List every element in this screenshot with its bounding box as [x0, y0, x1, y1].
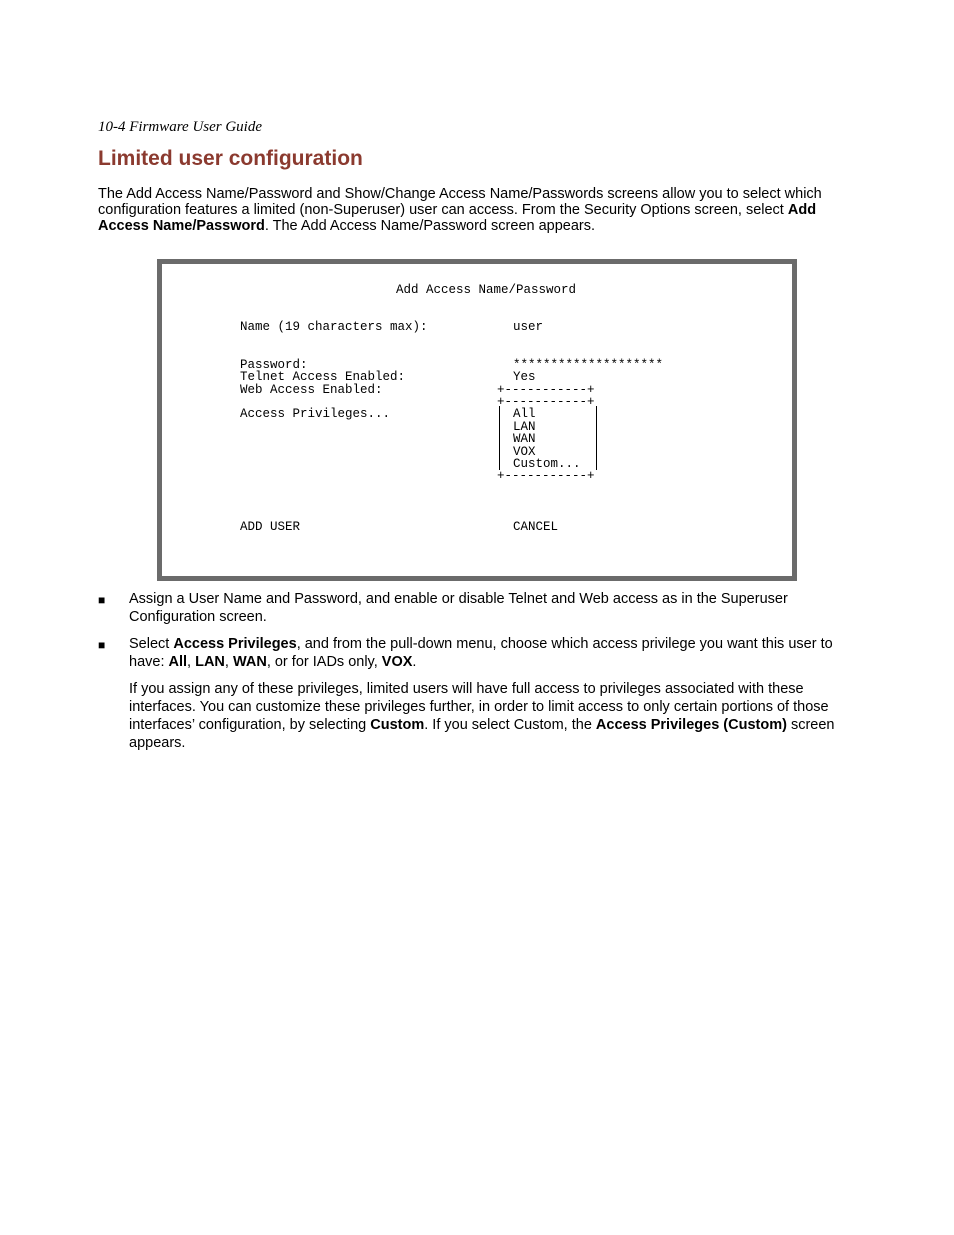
list-item	[98, 635, 858, 671]
intro-text: The Add Access Name/Password and Show/Change Access Name/Passwords screens allow you to select which configuration features a limited (non-Superuser) user can access. From the Security Options screen, select	[98, 186, 822, 218]
password-field[interactable]: ********************	[513, 358, 664, 372]
menu-border-top: +-----------+	[497, 383, 595, 397]
bold-term: All	[168, 654, 188, 670]
bold-term: Access Privileges (Custom)	[595, 717, 787, 733]
intro-bold: Add Access Name/Password	[98, 202, 817, 234]
bullet-text: , and from the pull-down menu, choose which access privilege you want this user to have:	[129, 636, 833, 670]
web-label: Web Access Enabled:	[240, 383, 383, 397]
bullet-text: .	[412, 654, 417, 670]
menu-border-mid: +-----------+	[497, 395, 595, 409]
menu-item-custom[interactable]: Custom...	[513, 457, 581, 471]
intro-text-end: . The Add Access Name/Password screen appears.	[264, 218, 596, 234]
bullet-icon: ■	[98, 638, 106, 652]
menu-item-wan[interactable]: WAN	[513, 432, 536, 446]
section-title: Limited user configuration	[98, 147, 363, 170]
name-label: Name (19 characters max):	[240, 320, 428, 334]
menu-item-lan[interactable]: LAN	[513, 420, 536, 434]
bold-term: Custom	[370, 717, 425, 733]
page-header: 10-4 Firmware User Guide	[98, 119, 263, 135]
bullet-text: Assign a User Name and Password, and enable or disable Telnet and Web access as in the Superuser Configuration screen.	[129, 591, 788, 625]
menu-item-vox[interactable]: VOX	[513, 445, 536, 459]
instructions-list	[98, 590, 858, 752]
bold-term: WAN	[232, 654, 267, 670]
bold-term: LAN	[195, 654, 225, 670]
para-text: screen appears.	[129, 717, 835, 751]
bullet-text: ,	[187, 654, 196, 670]
terminal-screen	[157, 259, 797, 581]
bold-term: VOX	[381, 654, 413, 670]
add-user-button[interactable]: ADD USER	[240, 520, 301, 534]
para-text: . If you select Custom, the	[424, 717, 596, 733]
menu-border-bottom: +-----------+	[497, 469, 595, 483]
intro-paragraph	[98, 186, 838, 234]
explanation-paragraph	[98, 680, 858, 752]
bullet-icon: ■	[98, 593, 106, 607]
bold-term: Access Privileges	[173, 636, 297, 652]
telnet-label: Telnet Access Enabled:	[240, 370, 406, 384]
bullet-text: ,	[224, 654, 233, 670]
privileges-label[interactable]: Access Privileges...	[240, 407, 391, 421]
name-field[interactable]: user	[513, 320, 544, 334]
bullet-text: Select	[129, 636, 174, 652]
cancel-button[interactable]: CANCEL	[513, 520, 559, 534]
para-text: If you assign any of these privileges, limited users will have full access to privileges associated with these interfaces. You can customize these privileges further, in order to limit access to only certain portions of those interfaces’ configuration, by selecting	[129, 681, 829, 733]
telnet-toggle[interactable]: Yes	[513, 370, 536, 384]
password-label: Password:	[240, 358, 308, 372]
list-item	[98, 590, 858, 626]
screen-title: Add Access Name/Password	[396, 283, 577, 297]
bullet-text: , or for IADs only,	[266, 654, 382, 670]
menu-item-all[interactable]: All	[513, 407, 536, 421]
